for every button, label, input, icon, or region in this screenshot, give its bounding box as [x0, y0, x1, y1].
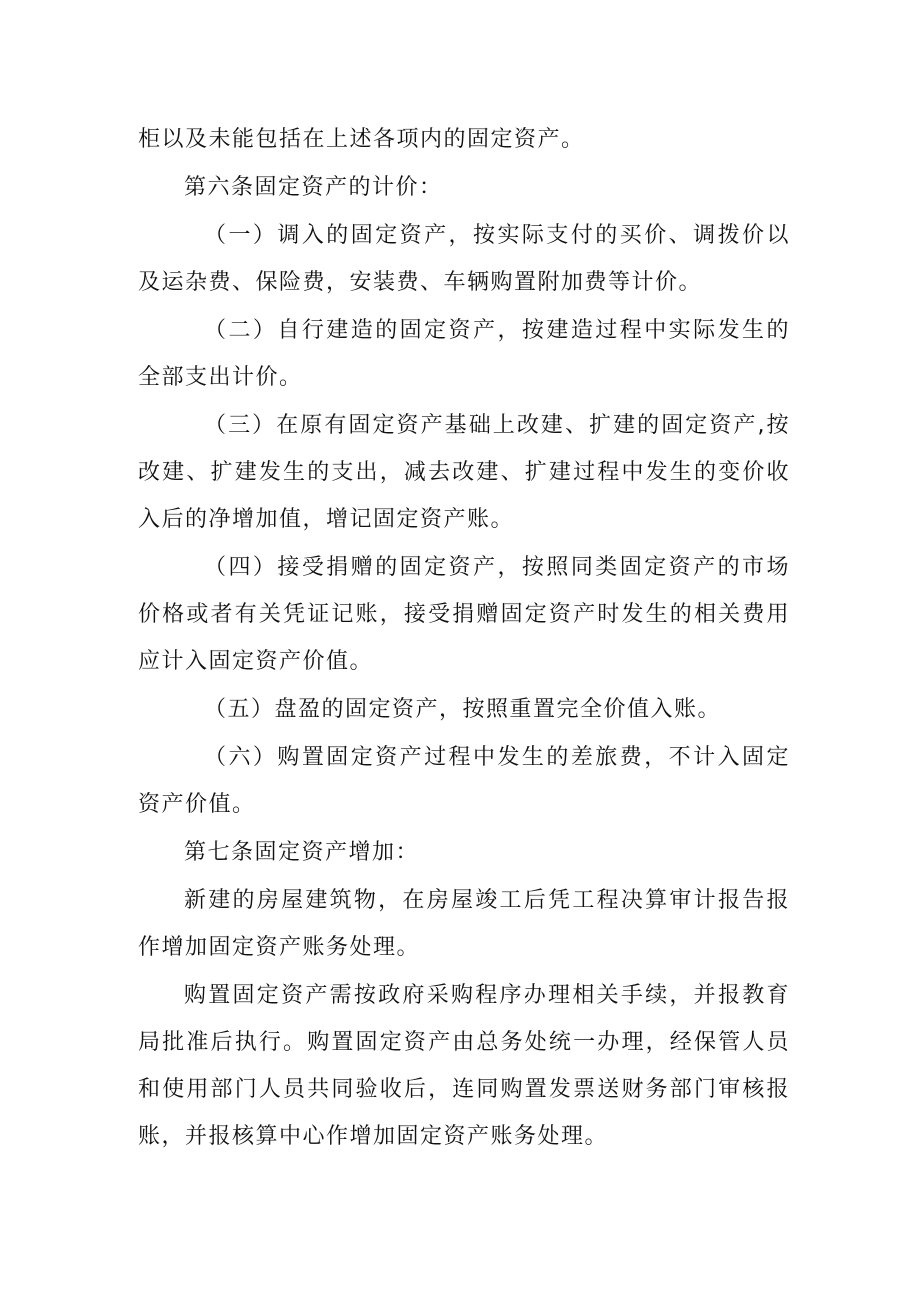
article-6-item-3: （三）在原有固定资产基础上改建、扩建的固定资产,按改建、扩建发生的支出，减去改建、扩建过程中发生的变价收入后的净增加值，增记固定资产账。 — [138, 413, 790, 532]
article-6-item-4: （四）接受捐赠的固定资产，按照同类固定资产的市场价格或者有关凭证记账，接受捐赠固定资产时发生的相关费用应计入固定资产价值。 — [138, 555, 790, 674]
article-6-heading: 第六条固定资产的计价： — [184, 175, 443, 200]
document-body — [138, 116, 790, 1160]
article-6-item-2: （二）自行建造的固定资产，按建造过程中实际发生的全部支出计价。 — [138, 318, 790, 390]
paragraph-continuation: 柜以及未能包括在上述各项内的固定资产。 — [138, 127, 585, 152]
article-7-heading: 第七条固定资产增加： — [184, 840, 420, 865]
article-7-paragraph-2: 购置固定资产需按政府采购程序办理相关手续，并报教育局批准后执行。购置固定资产由总务处统一办理，经保管人员和使用部门人员共同验收后，连同购置发票送财务部门审核报账，并报核算中心作增加固定资产账务处理。 — [138, 983, 790, 1149]
article-6-item-6: （六）购置固定资产过程中发生的差旅费，不计入固定资产价值。 — [138, 745, 790, 817]
article-6-item-1: （一）调入的固定资产，按实际支付的买价、调拨价以及运杂费、保险费，安装费、车辆购置附加费等计价。 — [138, 223, 790, 295]
article-7-paragraph-1: 新建的房屋建筑物，在房屋竣工后凭工程决算审计报告报作增加固定资产账务处理。 — [138, 888, 790, 960]
article-6-item-5: （五）盘盈的固定资产，按照重置完全价值入账。 — [204, 697, 722, 722]
